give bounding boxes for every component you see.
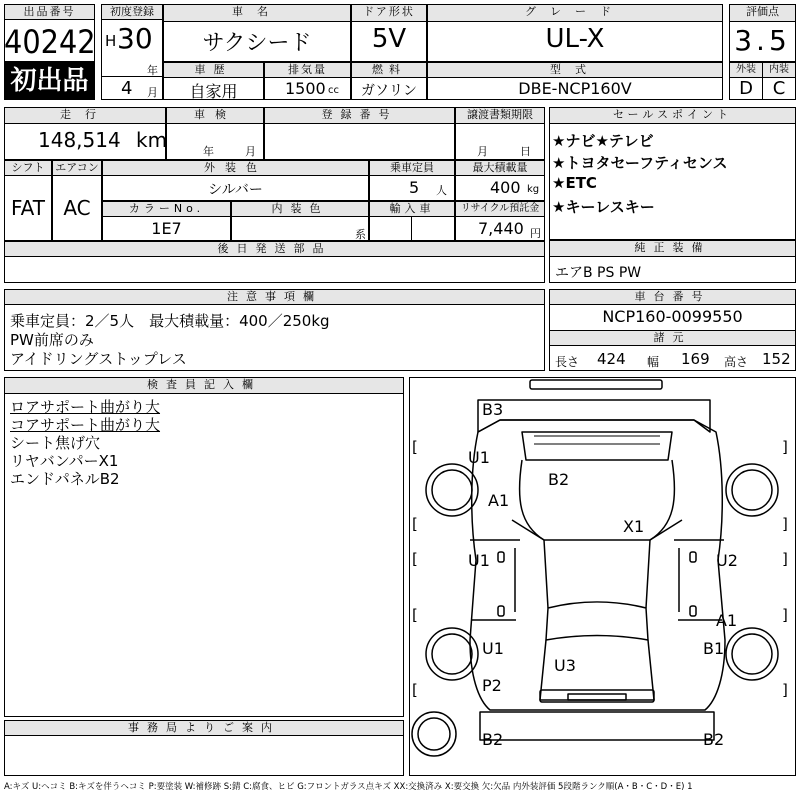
damage-mark: B2	[482, 730, 504, 749]
damage-mark: B2	[703, 730, 725, 749]
damage-mark: U1	[468, 551, 490, 570]
model-label: 型式	[427, 62, 723, 78]
height-label: 高さ	[724, 355, 749, 369]
genuine-equipment: エアB PS PW	[555, 265, 642, 281]
history-label: 車歴	[163, 62, 264, 78]
interior-grade-label: 内装	[762, 62, 796, 78]
door-label: ドア形状	[351, 4, 427, 22]
chassis-label: 車台番号	[549, 289, 796, 305]
mileage-label: 走行	[4, 107, 166, 124]
reg-month: 4	[121, 78, 133, 99]
lot-number: 40242	[4, 23, 96, 61]
interior-grade: C	[772, 78, 786, 99]
car-diagram	[409, 377, 796, 776]
max-load-unit: kg	[527, 184, 540, 195]
length-label: 長さ	[555, 355, 580, 369]
damage-mark: U1	[482, 639, 504, 658]
svg-text:[: [	[412, 515, 418, 533]
note-line-3: アイドリングストップレス	[10, 350, 187, 368]
displacement-label: 排気量	[264, 62, 351, 78]
chassis-number: NCP160-0099550	[602, 307, 743, 326]
reg-label: 初度登録	[101, 4, 163, 20]
first-listing-text: 初出品	[10, 66, 89, 96]
svg-text:]: ]	[782, 550, 788, 568]
damage-mark: B1	[703, 639, 725, 658]
exterior-grade: D	[739, 78, 753, 99]
shift: FAT	[10, 196, 45, 220]
genuine-equipment-label: 純正装備	[549, 240, 796, 257]
era-letter: H	[105, 32, 117, 50]
svg-text:[: [	[412, 606, 418, 624]
svg-text:]: ]	[782, 438, 788, 456]
inspector-line-1: ロアサポート曲がり大	[10, 398, 161, 416]
svg-text:[: [	[412, 550, 418, 568]
ac: AC	[63, 196, 91, 220]
door-type: 5V	[371, 24, 407, 54]
capacity-label: 乗車定員	[369, 160, 455, 176]
import-label: 輸入車	[369, 201, 455, 217]
recycle-label: リサイクル預託金	[455, 201, 545, 217]
reg-no-label: 登録番号	[264, 107, 455, 124]
fuel: ガソリン	[361, 83, 417, 99]
inspection-label: 車検	[166, 107, 264, 124]
inspection-year-unit: 年	[203, 145, 214, 158]
year-unit: 年	[147, 64, 158, 77]
exterior-color: シルバー	[208, 182, 263, 198]
sales-points-label: セールスポイント	[549, 107, 796, 124]
model: DBE-NCP160V	[518, 79, 632, 98]
inspector-label: 検査員記入欄	[4, 377, 404, 394]
max-load: 400	[490, 178, 521, 197]
notes-label: 注意事項欄	[4, 289, 545, 305]
damage-mark: B2	[548, 470, 570, 489]
damage-mark: A1	[488, 491, 510, 510]
inspector-line-2: コアサポート曲がり大	[10, 416, 161, 434]
height-value: 152	[762, 350, 791, 368]
damage-mark: U1	[468, 448, 490, 467]
color-no: 1E7	[151, 219, 182, 238]
sales-point-2: ★トヨタセーフティセンス	[552, 154, 728, 172]
history: 自家用	[189, 82, 238, 101]
color-label: 外装色	[102, 160, 369, 176]
score-label: 評価点	[729, 4, 796, 22]
inspection-month-unit: 月	[245, 145, 256, 158]
score: 3.5	[734, 24, 791, 57]
svg-text:]: ]	[782, 515, 788, 533]
specs-label: 諸元	[549, 330, 796, 346]
mileage: 148,514	[38, 128, 121, 152]
damage-mark: X1	[623, 517, 645, 536]
displacement: 1500	[285, 79, 326, 98]
car-name: サクシード	[202, 31, 312, 56]
ac-label: エアコン	[52, 160, 102, 176]
sales-point-3: ★ETC	[552, 174, 597, 192]
car-name-label: 車名	[163, 4, 351, 22]
month-unit: 月	[147, 86, 158, 99]
length-value: 424	[597, 350, 626, 368]
inspector-line-4: リヤバンパーX1	[10, 452, 119, 470]
legend: A:キズ U:ヘコミ B:キズを伴うヘコミ P:要塗装 W:補修跡 S:錆 C:腐食、ヒビ G:フロントガラス点キズ XX:交換済み X:要交換 欠:欠品 内外装評価 5段階ランク順(A・B・C・D・E) 1	[4, 782, 693, 792]
damage-mark: B3	[482, 400, 504, 419]
svg-text:]: ]	[782, 681, 788, 699]
sales-point-4: ★キーレスキー	[552, 198, 655, 216]
capacity: 5	[409, 178, 420, 197]
transfer-day-unit: 日	[520, 145, 531, 158]
displacement-unit: cc	[328, 85, 339, 96]
width-value: 169	[681, 350, 710, 368]
shift-label: シフト	[4, 160, 52, 176]
office-label: 事務局よりご案内	[4, 720, 404, 736]
color-no-label: カラーNo.	[102, 201, 231, 217]
svg-text:[: [	[412, 438, 418, 456]
interior-color-suffix: 系	[355, 228, 366, 241]
exterior-grade-label: 外装	[729, 62, 763, 78]
fuel-label: 燃料	[351, 62, 427, 78]
width-label: 幅	[647, 355, 660, 369]
interior-color-label: 内装色	[231, 201, 369, 217]
later-parts-label: 後日発送部品	[4, 241, 545, 257]
grade: UL-X	[545, 24, 605, 54]
era-year: 30	[117, 22, 153, 55]
inspector-line-5: エンドパネルB2	[10, 470, 120, 488]
sales-point-1: ★ナビ★テレビ	[552, 132, 654, 150]
svg-text:[: [	[412, 681, 418, 699]
grade-label: グレード	[427, 4, 723, 22]
damage-mark: A1	[716, 611, 738, 630]
inspector-line-3: シート焦げ穴	[10, 434, 101, 452]
recycle-unit: 円	[530, 227, 541, 240]
mileage-unit: km	[136, 128, 168, 152]
recycle-amount: 7,440	[478, 219, 524, 238]
note-line-2: PW前席のみ	[10, 331, 94, 349]
max-load-label: 最大積載量	[455, 160, 545, 176]
damage-mark: U3	[554, 656, 576, 675]
svg-text:]: ]	[782, 606, 788, 624]
transfer-label: 譲渡書類期限	[455, 107, 545, 124]
lot-label: 出品番号	[4, 4, 95, 20]
transfer-month-unit: 月	[477, 145, 488, 158]
damage-mark: U2	[716, 551, 738, 570]
damage-mark: P2	[482, 676, 502, 695]
note-line-1: 乗車定員：2／5人 最大積載量：400／250kg	[10, 312, 330, 330]
capacity-unit: 人	[436, 184, 447, 197]
